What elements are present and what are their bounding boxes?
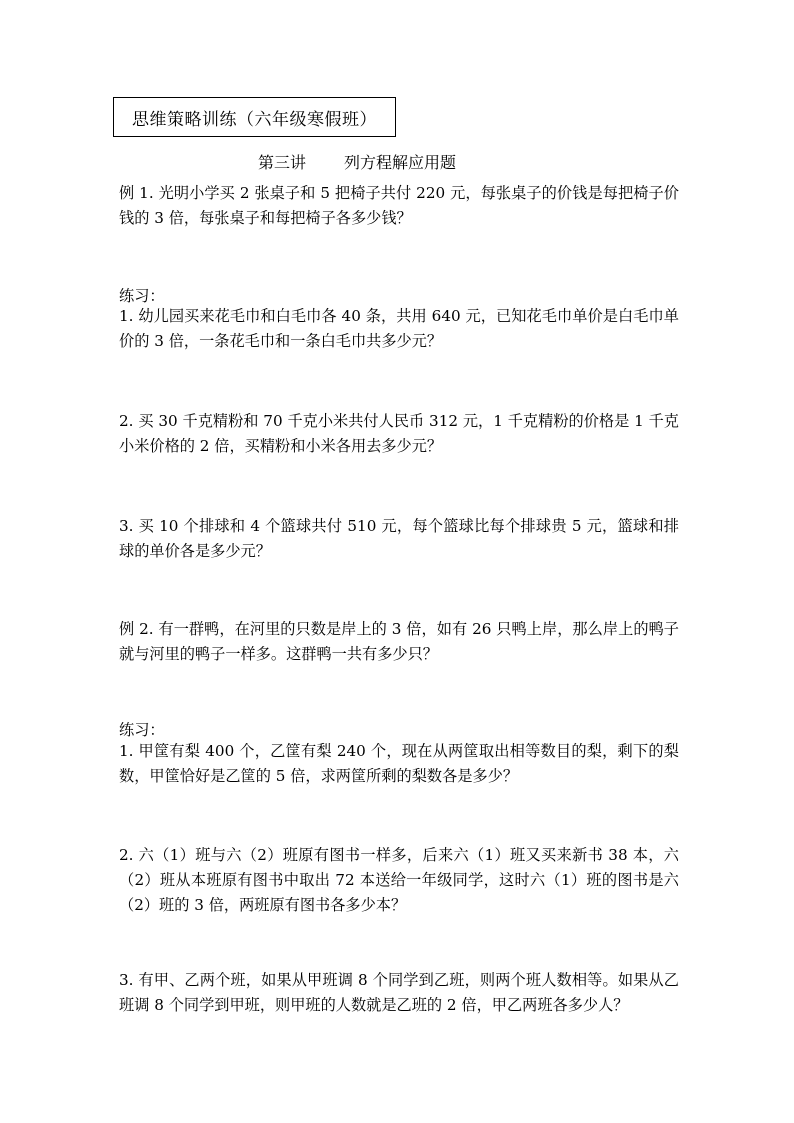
lecture-heading — [258, 150, 456, 173]
example-2 — [119, 617, 679, 667]
example-2-text: 例 2. 有一群鸭，在河里的只数是岸上的 3 倍，如有 26 只鸭上岸，那么岸上的鸭子就与河里的鸭子一样多。这群鸭一共有多少只？ — [119, 620, 679, 663]
example-1 — [119, 181, 679, 231]
practice-1-item-3-text: 3. 买 10 个排球和 4 个篮球共付 510 元，每个篮球比每个排球贵 5 元，篮球和排球的单价各是多少元？ — [119, 517, 679, 560]
practice-2-item-1 — [119, 739, 679, 789]
lecture-number: 第三讲 — [258, 153, 307, 172]
practice-2-item-2 — [119, 843, 679, 918]
example-1-text: 例 1. 光明小学买 2 张桌子和 5 把椅子共付 220 元，每张桌子的价钱是每把椅子价钱的 3 倍，每张桌子和每把椅子各多少钱？ — [119, 184, 679, 227]
practice-1-label: 练习： — [119, 287, 165, 305]
practice-2-item-1-text: 1. 甲筐有梨 400 个，乙筐有梨 240 个，现在从两筐取出相等数目的梨，剩下的梨数，甲筐恰好是乙筐的 5 倍，求两筐所剩的梨数各是多少？ — [119, 742, 679, 785]
practice-1-item-2-text: 2. 买 30 千克精粉和 70 千克小米共付人民币 312 元，1 千克精粉的价格是 1 千克小米价格的 2 倍，买精粉和小米各用去多少元？ — [119, 412, 679, 455]
practice-1-item-2 — [119, 409, 679, 459]
practice-2-item-2-text: 2. 六（1）班与六（2）班原有图书一样多，后来六（1）班又买来新书 38 本，六（2）班从本班原有图书中取出 72 本送给一年级同学，这时六（1）班的图书是六（2）班的 3 倍，两班原有图书各多少本？ — [119, 846, 679, 914]
practice-1-item-3 — [119, 514, 679, 564]
course-title: 思维策略训练（六年级寒假班） — [132, 109, 377, 130]
practice-1-item-1-text: 1. 幼儿园买来花毛巾和白毛巾各 40 条，共用 640 元，已知花毛巾单价是白毛巾单价的 3 倍，一条花毛巾和一条白毛巾共多少元？ — [119, 307, 679, 350]
course-title-box — [113, 97, 396, 137]
practice-2-item-3 — [119, 968, 679, 1018]
lecture-title: 列方程解应用题 — [344, 153, 457, 172]
practice-2-label: 练习： — [119, 721, 165, 739]
practice-1-item-1 — [119, 304, 679, 354]
practice-2-item-3-text: 3. 有甲、乙两个班，如果从甲班调 8 个同学到乙班，则两个班人数相等。如果从乙班调 8 个同学到甲班，则甲班的人数就是乙班的 2 倍，甲乙两班各多少人？ — [119, 971, 679, 1014]
